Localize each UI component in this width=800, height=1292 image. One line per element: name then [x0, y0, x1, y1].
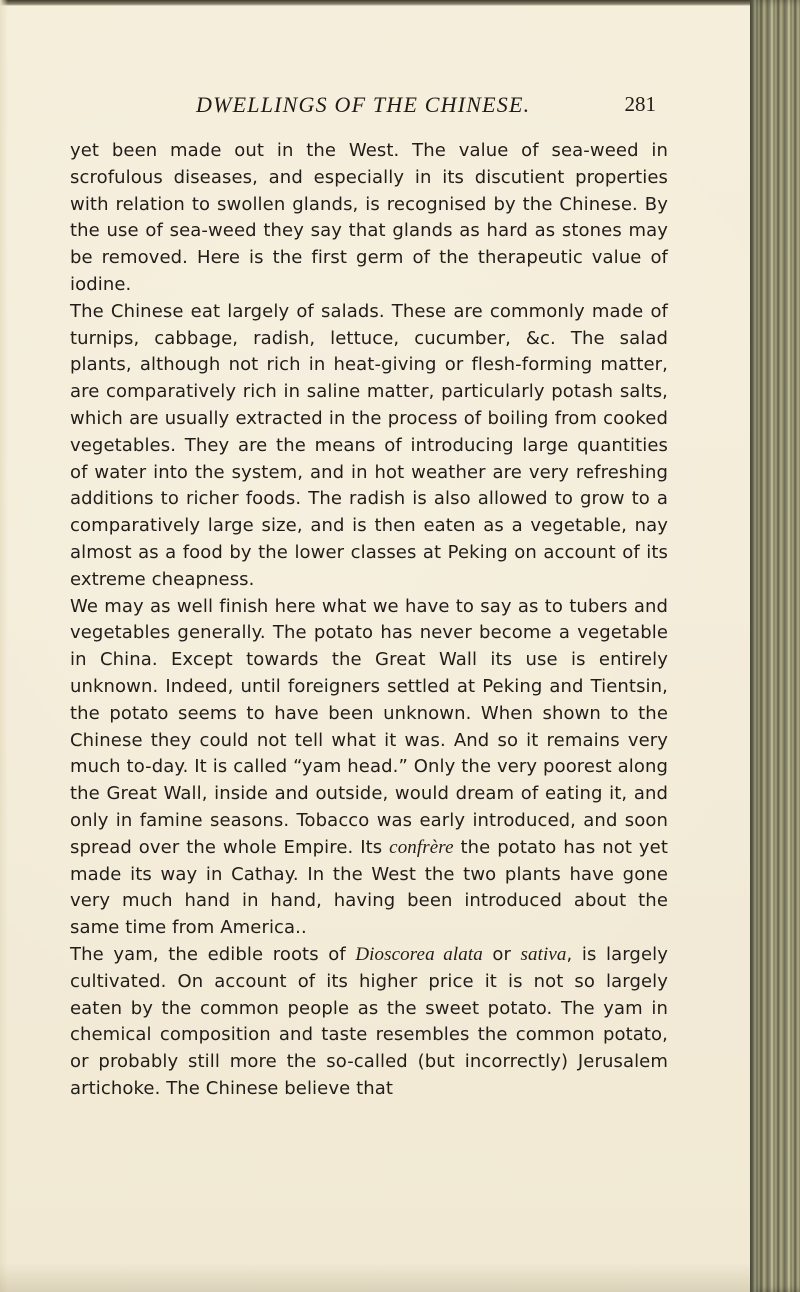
italic-text: Dioscorea alata [355, 943, 483, 965]
italic-text: sativa [520, 943, 567, 965]
text-segment: The yam, the edible roots of [70, 943, 356, 965]
paragraph [70, 299, 668, 594]
page-top-edge [0, 0, 750, 6]
paragraph [70, 594, 668, 942]
text-segment: yet been made out in the West. The value of sea-weed in scrofulous diseases, and especially in its discutient properties with relation to swollen glands, is recognised by the Chinese. By the use of sea-weed they say that glands as hard as stones may be removed. Here is the first germ of the therapeutic value of iodine. [70, 140, 668, 295]
text-segment: The Chinese eat largely of salads. These are commonly made of turnips, cabbage, radish, lettuce, cucumber, &c. The salad plants, although not rich in heat-giving or flesh-forming matter, are comparatively rich in saline matter, particularly potash salts, which are usually extracted in the process of boiling from cooked vegetables. They are the means of introducing large quantities of water into the system, and in hot weather are very refreshing additions to richer foods. The radish is also allowed to grow to a comparatively large size, and is then eaten as a vegetable, nay almost as a food by the lower classes at Peking on account of its extreme cheapness. [70, 300, 668, 590]
body-text [70, 138, 668, 1103]
running-title: DWELLINGS OF THE CHINESE. [196, 92, 531, 117]
text-segment: We may as well finish here what we have to say as to tubers and vegetables generally. The potato has never become a vegetable in China. Except towards the Great Wall its use is entirely unknown. Indeed, until foreigners settled at Peking and Tientsin, the potato seems to have been unknown. When shown to the Chinese they could not tell what it was. And so it remains very much to-day. It is called “yam head.” Only the very poorest along the Great Wall, inside and outside, would dream of eating it, and only in famine seasons. Tobacco was early introduced, and soon spread over the whole Empire. Its [70, 595, 668, 858]
italic-text: confrère [389, 836, 454, 858]
text-segment: the potato has not yet made its way in Cathay. In the West the two plants have gone very much hand in hand, having been introduced about the same time from America.. [70, 836, 668, 939]
text-segment: , is largely cultivated. On account of its higher price it is not so largely eaten by the common people as the sweet potato. The yam in chemical composition and taste resembles the common potato, or probably still more the so-called (but incorrectly) Jerusalem artichoke. The Chinese believe that [70, 943, 668, 1099]
text-segment: or [482, 943, 521, 965]
book-spine [750, 0, 800, 1292]
page-number: 281 [624, 92, 656, 116]
page-left-edge [0, 0, 8, 1292]
paragraph [70, 138, 668, 299]
paragraph [70, 942, 668, 1103]
page-bottom-shadow [0, 1262, 750, 1292]
running-header [196, 92, 656, 122]
